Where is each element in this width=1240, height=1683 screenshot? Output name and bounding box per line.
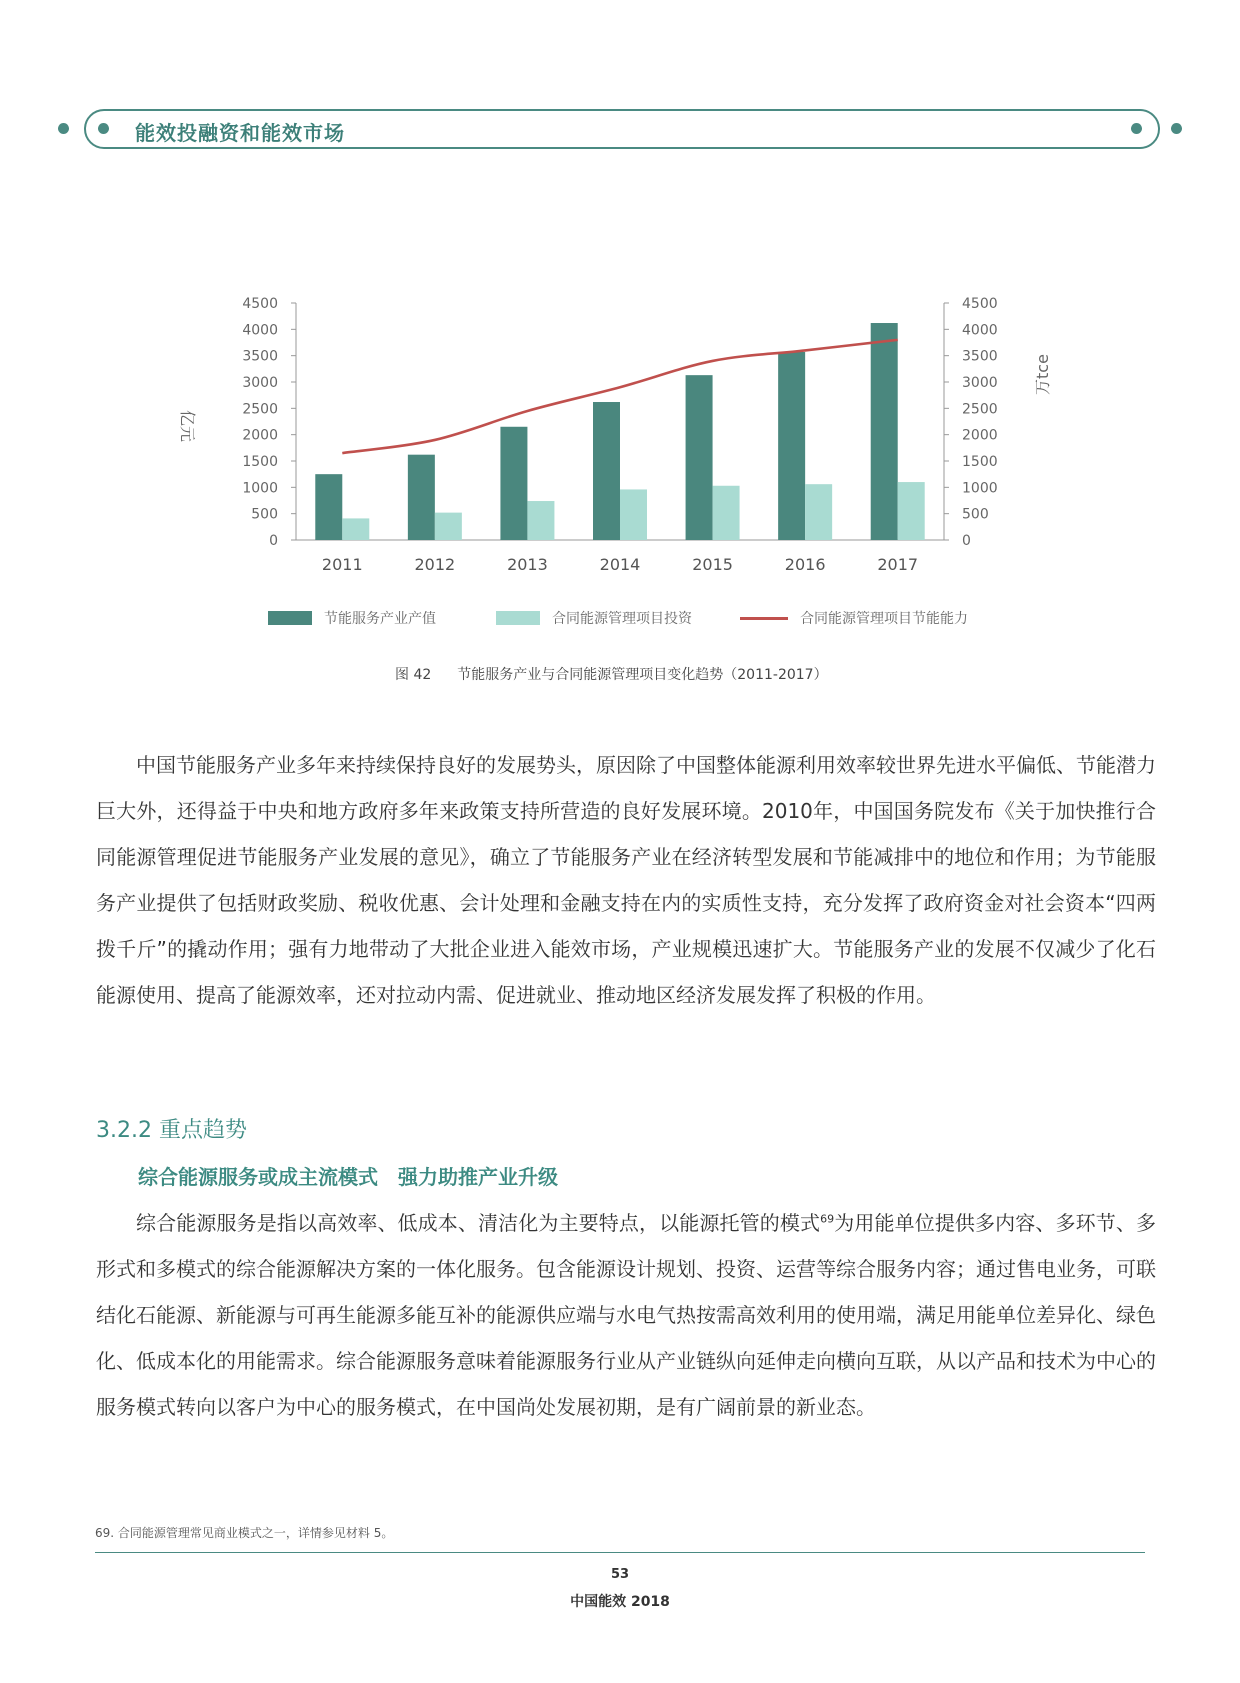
- legend-item-industry-output: [268, 606, 436, 630]
- y-left-tick-label: 0: [269, 533, 278, 549]
- sub-heading-part-a: 综合能源服务或成主流模式: [138, 1165, 378, 1189]
- bar-industry-output: [593, 402, 620, 540]
- legend-label-saving-capacity: 合同能源管理项目节能能力: [800, 611, 968, 627]
- y-left-tick-label: 4000: [242, 322, 278, 339]
- sub-heading: [138, 1161, 558, 1190]
- header-dot-left-outer: [58, 123, 69, 134]
- y-left-tick-label: 1500: [242, 454, 278, 470]
- footnote-reference[interactable]: 69: [820, 1212, 835, 1226]
- legend-item-saving-capacity: [740, 606, 968, 630]
- y-left-tick-label: 2500: [242, 401, 278, 418]
- x-tick-label: 2012: [414, 555, 456, 574]
- body-paragraph-2: [96, 1200, 1156, 1430]
- bar-project-investment: [898, 482, 925, 540]
- bar-industry-output: [408, 455, 435, 540]
- bar-industry-output: [686, 375, 713, 540]
- x-tick-label: 2011: [321, 555, 363, 574]
- x-tick-label: 2014: [599, 555, 641, 574]
- y-left-tick-label: 2000: [242, 427, 278, 444]
- bar-industry-output: [500, 427, 527, 540]
- y-right-tick-label: 3000: [962, 375, 998, 391]
- legend-label-industry-output: 节能服务产业产值: [324, 611, 436, 627]
- y-right-tick-label: 2000: [962, 427, 998, 444]
- body-paragraph-2-part-a: 综合能源服务是指以高效率、低成本、清洁化为主要特点，以能源托管的模式: [136, 1211, 821, 1235]
- header-title: 能效投融资和能效市场: [135, 121, 345, 145]
- footer-publication: 中国能效 2018: [570, 1594, 670, 1610]
- y-right-tick-label: 2500: [962, 401, 998, 418]
- y-left-tick-label: 3000: [242, 375, 278, 391]
- legend-swatch-industry-output: [268, 611, 312, 625]
- body-paragraph-2-part-b: 为用能单位提供多内容、多环节、多形式和多模式的综合能源解决方案的一体化服务。包含能源设计规划、投资、运营等综合服务内容；通过售电业务，可联结化石能源、新能源与可再生能源多能互补的能源供应端与水电气热按需高效利用的使用端，满足用能单位差异化、绿色化、低成本化的用能需求。综合能源服务意味着能源服务行业从产业链纵向延伸走向横向互联，从以产品和技术为中心的服务模式转向以客户为中心的服务模式，在中国尚处发展初期，是有广阔前景的新业态。: [96, 1211, 1157, 1419]
- bar-project-investment: [805, 484, 832, 540]
- x-tick-label: 2016: [784, 555, 826, 574]
- legend-line-saving-capacity: [740, 617, 788, 620]
- bar-industry-output: [315, 474, 342, 540]
- y-left-tick-label: 3500: [242, 348, 278, 365]
- y-right-tick-label: 3500: [962, 348, 998, 365]
- y-right-tick-label: 1500: [962, 454, 998, 470]
- bar-project-investment: [435, 513, 462, 540]
- legend-swatch-project-investment: [496, 611, 540, 625]
- bar-industry-output: [778, 352, 805, 540]
- y-right-tick-label: 1000: [962, 480, 998, 497]
- header-dot-right-outer: [1171, 123, 1182, 134]
- footnote: 69. 合同能源管理常见商业模式之一，详情参见材料 5。: [95, 1526, 394, 1540]
- y-left-tick-label: 1000: [242, 480, 278, 497]
- figure-caption: [395, 664, 828, 684]
- y-axis-right-label: 万tce: [1033, 354, 1052, 395]
- header-dot-right-inner: [1131, 123, 1142, 134]
- figure-number: 图 42: [395, 667, 432, 683]
- footer-divider: [95, 1552, 1145, 1553]
- x-tick-label: 2015: [692, 555, 733, 574]
- x-tick-label: 2017: [877, 555, 919, 574]
- figure-42-chart: [0, 280, 1240, 700]
- y-right-tick-label: 4500: [962, 296, 998, 312]
- y-left-tick-label: 500: [251, 506, 278, 523]
- y-axis-left-label: 亿元: [178, 410, 197, 443]
- sub-heading-part-b: 强力助推产业升级: [398, 1165, 558, 1189]
- bar-project-investment: [342, 518, 369, 540]
- y-right-tick-label: 500: [962, 506, 989, 523]
- page-header: [0, 0, 1240, 160]
- legend-label-project-investment: 合同能源管理项目投资: [552, 611, 692, 627]
- bar-project-investment: [620, 489, 647, 540]
- header-dot-left-inner: [98, 123, 109, 134]
- body-paragraph-1: 中国节能服务产业多年来持续保持良好的发展势头，原因除了中国整体能源利用效率较世界先进水平偏低、节能潜力巨大外，还得益于中央和地方政府多年来政策支持所营造的良好发展环境。2010年，中国国务院发布《关于加快推行合同能源管理促进节能服务产业发展的意见》，确立了节能服务产业在经济转型发展和节能减排中的地位和作用；为节能服务产业提供了包括财政奖励、税收优惠、会计处理和金融支持在内的实质性支持，充分发挥了政府资金对社会资本“四两拨千斤”的撬动作用；强有力地带动了大批企业进入能效市场，产业规模迅速扩大。节能服务产业的发展不仅减少了化石能源使用、提高了能源效率，还对拉动内需、促进就业、推动地区经济发展发挥了积极的作用。: [96, 753, 1156, 1007]
- y-right-tick-label: 0: [962, 533, 971, 549]
- chart-legend: [0, 606, 1240, 630]
- bar-industry-output: [871, 323, 898, 540]
- bar-project-investment: [527, 501, 554, 540]
- bar-project-investment: [713, 486, 740, 540]
- x-tick-label: 2013: [507, 555, 548, 574]
- y-right-tick-label: 4000: [962, 322, 998, 339]
- legend-item-project-investment: [496, 606, 692, 630]
- page-number: 53: [610, 1567, 630, 1582]
- y-left-tick-label: 4500: [242, 296, 278, 312]
- figure-caption-text: 节能服务产业与合同能源管理项目变化趋势（2011-2017）: [457, 667, 828, 683]
- section-heading: 3.2.2 重点趋势: [96, 1118, 247, 1143]
